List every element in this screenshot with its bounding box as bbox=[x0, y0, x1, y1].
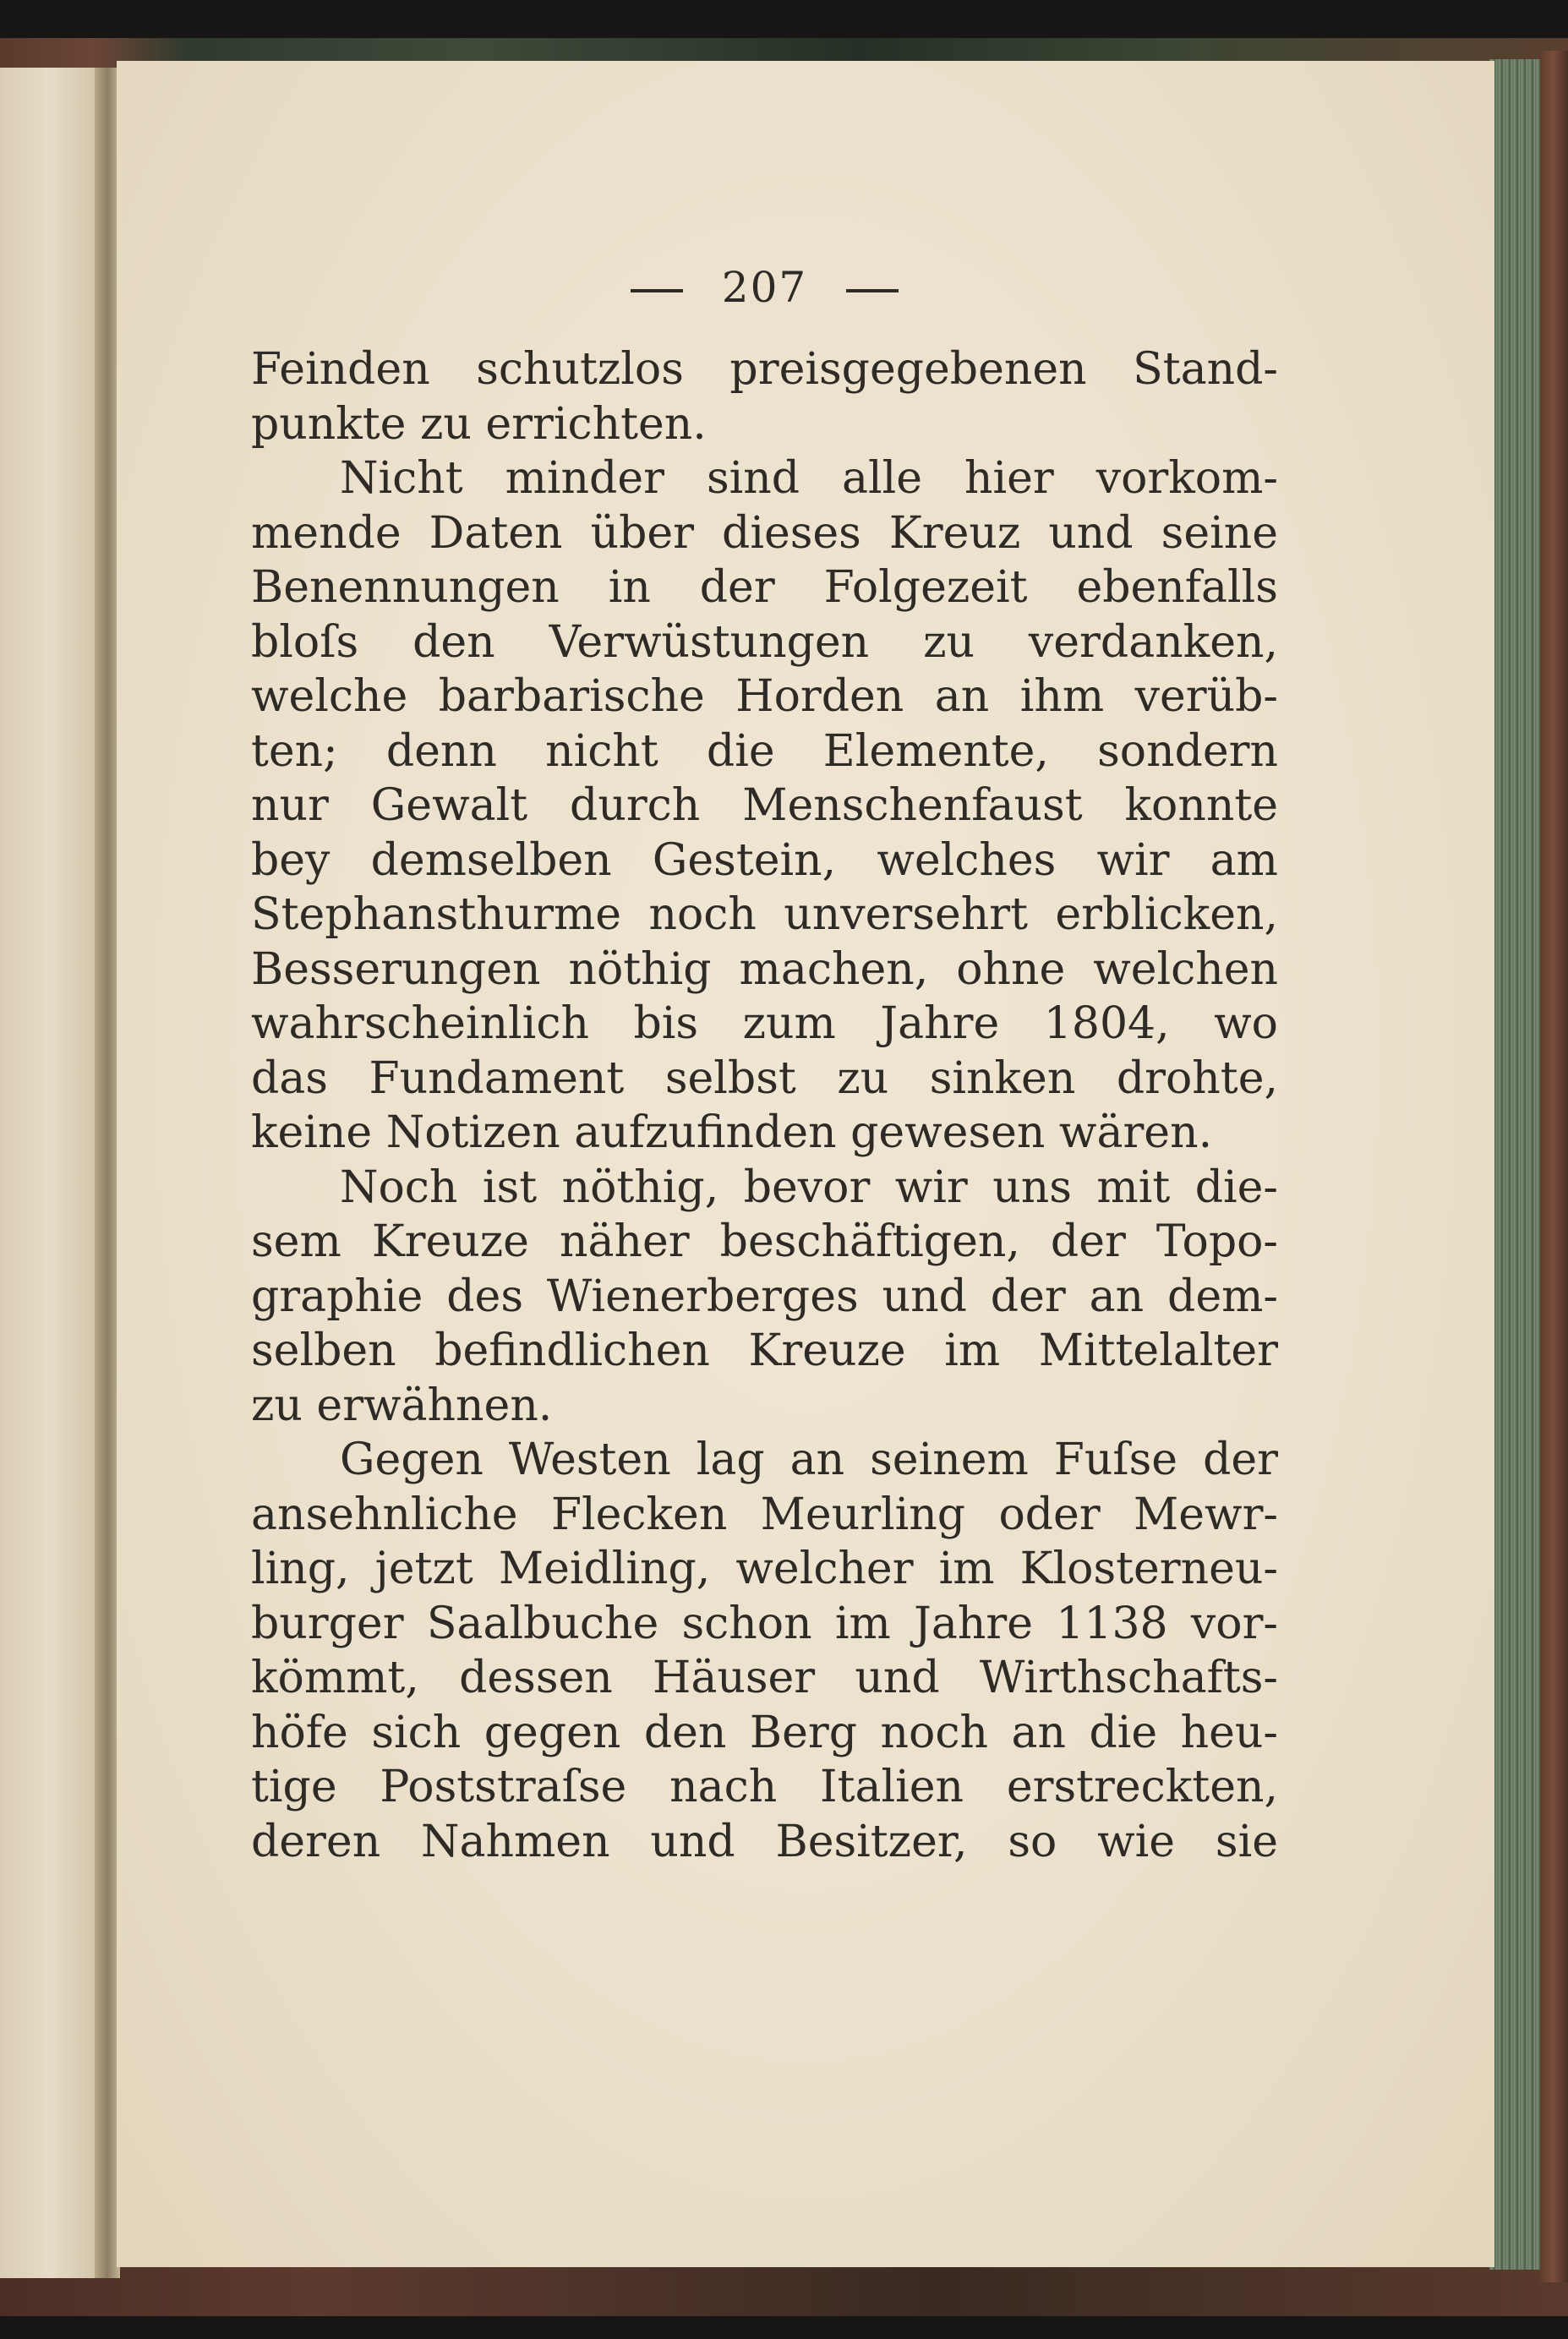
text-line: punkte zu errichten. bbox=[251, 398, 707, 450]
text-line: Benennungen in der Folgezeit ebenfalls bbox=[251, 562, 1278, 613]
text-line: mende Daten über dieses Kreuz und seine bbox=[251, 507, 1278, 559]
text-line: Gegen Westen lag an seinem Fuſse der bbox=[340, 1435, 1278, 1485]
page-number: 207 bbox=[721, 263, 808, 312]
text-line: graphie des Wienerberges und der an dem- bbox=[251, 1271, 1278, 1322]
text-line: keine Notizen aufzufinden gewesen wären. bbox=[251, 1107, 1213, 1158]
text-line: ling, jetzt Meidling, welcher im Klosterneu- bbox=[251, 1544, 1278, 1594]
text-line: Feinden schutzlos preisgegebenen Stand- bbox=[251, 344, 1278, 395]
page-header bbox=[251, 254, 1278, 321]
text-line: das Fundament selbst zu sinken drohte, bbox=[251, 1052, 1278, 1104]
facing-page bbox=[0, 68, 101, 2278]
text-line: Besserungen nöthig machen, ohne welchen bbox=[251, 943, 1278, 995]
text-line: wahrscheinlich bis zum Jahre 1804, wo bbox=[251, 998, 1278, 1049]
text-line: höfe sich gegen den Berg noch an die heu- bbox=[251, 1707, 1278, 1758]
book-cover-right bbox=[1538, 51, 1568, 2282]
text-line: ten; denn nicht die Elemente, sondern bbox=[251, 725, 1278, 777]
text-line: Noch ist nöthig, bevor wir uns mit die- bbox=[340, 1161, 1278, 1213]
text-line: welche barbarische Horden an ihm verüb- bbox=[251, 671, 1278, 722]
text-line: kömmt, dessen Häuser und Wirthschafts- bbox=[251, 1653, 1278, 1703]
text-block bbox=[251, 342, 1278, 1869]
text-line: deren Nahmen und Besitzer, so wie sie bbox=[251, 1816, 1278, 1867]
text-line: bloſs den Verwüstungen zu verdanken, bbox=[251, 616, 1278, 668]
page-edges bbox=[1489, 59, 1540, 2270]
page-content bbox=[251, 254, 1278, 1869]
text-line: Nicht minder sind alle hier vorkom- bbox=[340, 453, 1278, 504]
text-line: burger Saalbuche schon im Jahre 1138 vor- bbox=[251, 1598, 1278, 1649]
text-line: zu erwähnen. bbox=[251, 1380, 553, 1431]
text-line: selben befindlichen Kreuze im Mittelalter bbox=[251, 1325, 1278, 1376]
book-cover-bottom bbox=[0, 2265, 1568, 2316]
text-line: Stephansthurme noch unversehrt erblicken, bbox=[251, 889, 1278, 940]
text-line: ansehnliche Flecken Meurling oder Mewr- bbox=[251, 1489, 1278, 1540]
text-line: bey demselben Gestein, welches wir am bbox=[251, 834, 1278, 886]
header-dash-right bbox=[846, 289, 899, 292]
text-line: nur Gewalt durch Menschenfaust konnte bbox=[251, 780, 1278, 831]
header-dash-left bbox=[631, 289, 683, 292]
text-line: sem Kreuze näher beschäftigen, der Topo- bbox=[251, 1216, 1278, 1267]
text-line: tige Poststraſse nach Italien erstreckten, bbox=[251, 1762, 1278, 1812]
